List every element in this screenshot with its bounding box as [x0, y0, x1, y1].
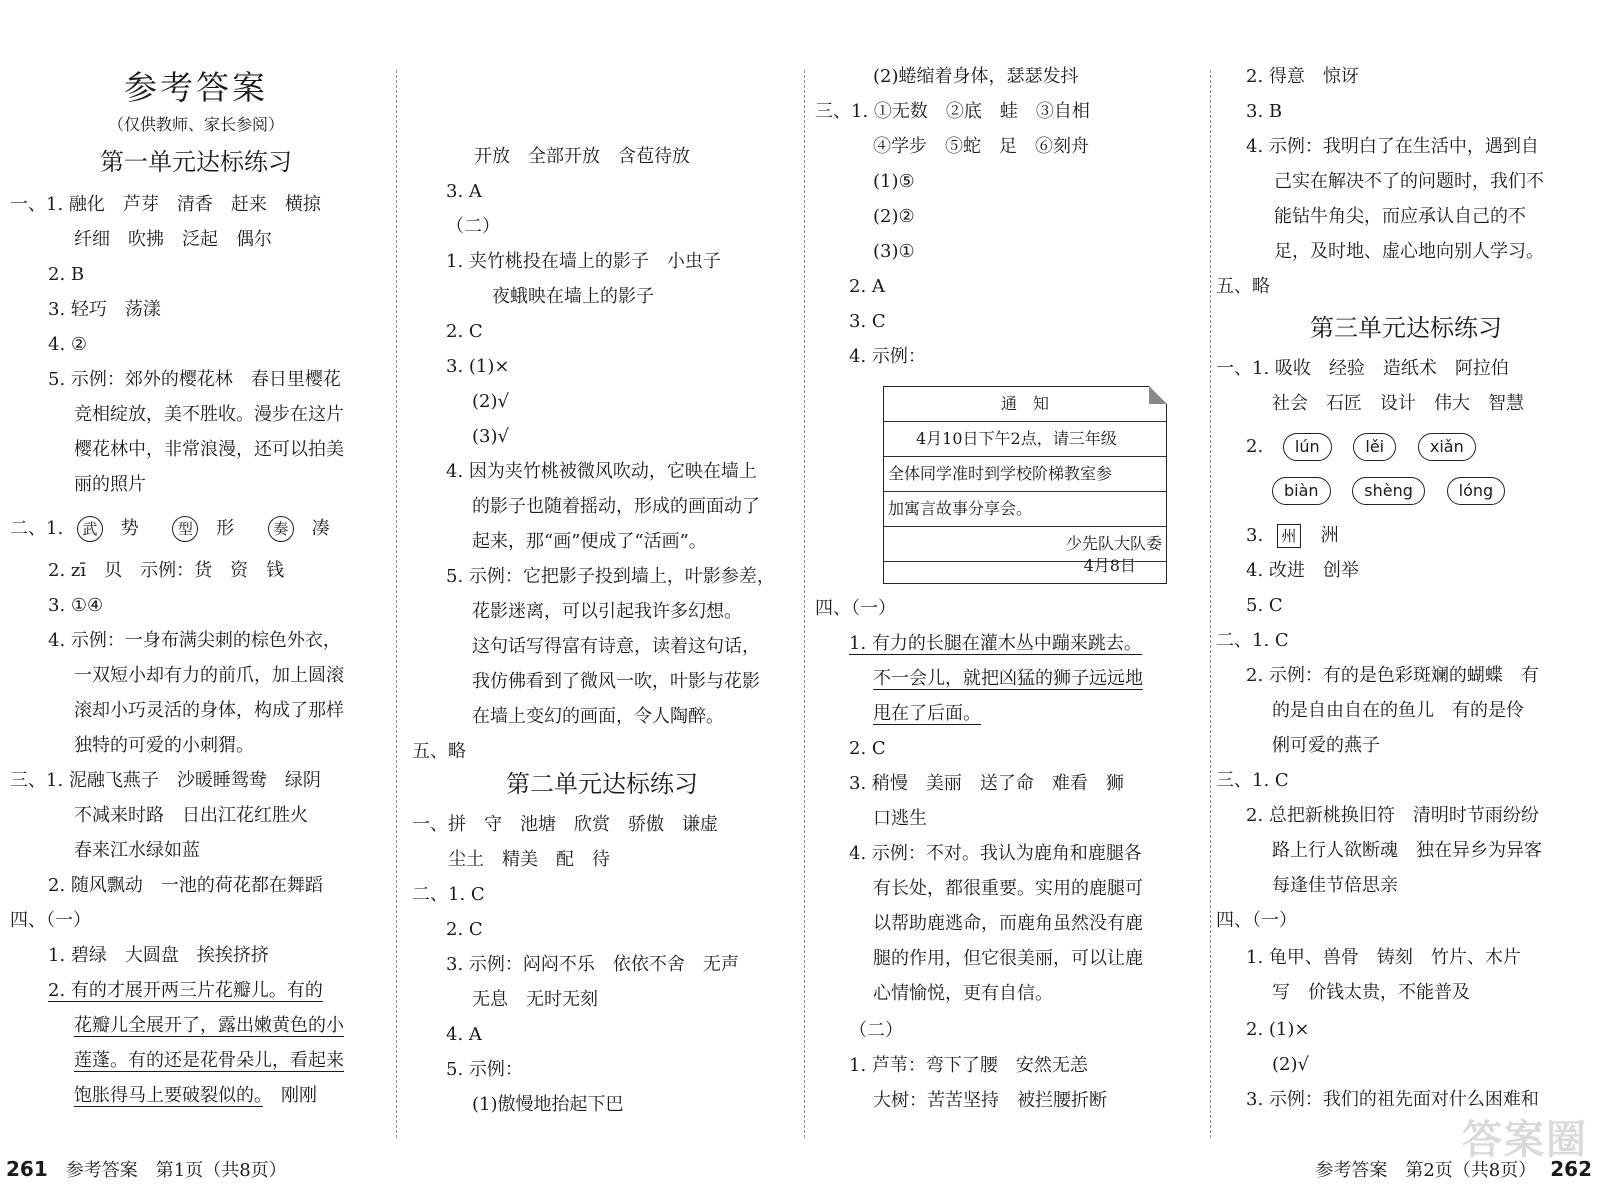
answer-line-underlined	[815, 664, 1200, 694]
answer-line: 俐可爱的燕子	[1272, 735, 1380, 756]
underlined-text: 花瓣儿全展开了，露出嫩黄色的小	[74, 1015, 344, 1036]
circled-char: 型	[172, 516, 198, 542]
answer-line: 3. B	[1246, 101, 1283, 122]
answer-line: 春来江水绿如蓝	[74, 840, 200, 861]
answer-line: 社会 石匠 设计 伟大 智慧	[1272, 393, 1524, 414]
answer-line: 滚却小巧灵活的身体，构成了那样	[74, 700, 344, 721]
column-3	[815, 66, 1200, 1139]
pinyin-bubble: biàn	[1272, 477, 1331, 505]
column-divider	[804, 70, 805, 1138]
answer-line-underlined	[10, 976, 382, 1006]
answer-line: 我仿佛看到了微风一吹，叶影与花影	[472, 671, 760, 692]
answer-line: (1)⑤	[873, 171, 915, 192]
answer-line: 一、1. 吸收 经验 造纸术 阿拉伯	[1216, 358, 1509, 379]
answer-line: 5. 示例：它把影子投到墙上，叶影参差，	[446, 566, 775, 587]
answer-line: 二、1. C	[412, 884, 485, 905]
answer-word: 凑	[311, 518, 330, 539]
answer-line-underlined	[10, 1046, 382, 1076]
column-2	[412, 66, 792, 1139]
answer-line-boxed	[1216, 521, 1596, 551]
answer-line: 的影子也随着摇动，形成的画面动了	[472, 496, 760, 517]
answer-line: 4. 因为夹竹桃被微风吹动，它映在墙上	[446, 461, 757, 482]
answer-line: 4. 示例：	[849, 346, 926, 367]
section-title-unit-2: 第二单元达标练习	[506, 770, 698, 798]
answer-word: 洲	[1320, 525, 1339, 546]
answer-word: 刚刚	[263, 1085, 317, 1106]
answer-line: 2. 得意 惊讶	[1246, 66, 1359, 87]
answer-line: 丽的照片	[74, 474, 146, 495]
column-divider	[1210, 70, 1211, 1138]
answer-line: 尘土 精美 配 待	[448, 849, 610, 870]
circled-char: 奏	[268, 516, 294, 542]
answer-line: 路上行人欲断魂 独在异乡为异客	[1272, 840, 1542, 861]
answer-line: 足，及时地、虚心地向别人学习。	[1274, 241, 1544, 262]
answer-line: 1. 芦苇：弯下了腰 安然无恙	[849, 1055, 1088, 1076]
page-title: 参考答案	[124, 68, 268, 107]
page-number: 261	[6, 1157, 48, 1181]
footer-text: 参考答案 第1页（共8页）	[65, 1160, 287, 1181]
answer-line: 三、1. C	[1216, 770, 1289, 791]
answer-line: 腿的作用，但它很美丽，可以让鹿	[873, 948, 1143, 969]
answer-line: 竞相绽放，美不胜收。漫步在这片	[74, 404, 344, 425]
notice-line: 加寓言故事分享会。	[884, 492, 1166, 527]
pinyin-row	[1216, 430, 1596, 464]
answer-line: 3. A	[446, 181, 482, 202]
answer-line-underlined	[10, 1011, 382, 1041]
answer-line: (2)蜷缩着身体，瑟瑟发抖	[873, 66, 1079, 87]
footer-left	[6, 1151, 287, 1187]
answer-line: 花影迷离，可以引起我许多幻想。	[472, 601, 742, 622]
answer-line: 2. 示例：有的是色彩斑斓的蝴蝶 有	[1246, 665, 1539, 686]
answer-line: 1. 碧绿 大圆盘 挨挨挤挤	[48, 945, 269, 966]
answer-line: 四、（一）	[1216, 910, 1297, 931]
answer-line: 开放 全部开放 含苞待放	[474, 146, 690, 167]
answer-line: 4. 示例：我明白了在生活中，遇到自	[1246, 136, 1539, 157]
notice-card	[883, 386, 1167, 584]
column-divider	[396, 70, 397, 1138]
underlined-text: 莲蓬。有的还是花骨朵儿，看起来	[74, 1050, 344, 1071]
underlined-text: 饱胀得马上要破裂似的。	[74, 1085, 263, 1106]
page-number: 262	[1550, 1157, 1592, 1181]
circled-char: 武	[77, 516, 103, 542]
answer-line: 四、（一）	[815, 598, 896, 619]
answer-line: 3. 轻巧 荡漾	[48, 299, 161, 320]
answer-line: 2. C	[446, 321, 483, 342]
column-1	[10, 66, 382, 1139]
answer-line: 樱花林中，非常浪漫，还可以拍美	[74, 439, 344, 460]
pinyin-bubble: lún	[1283, 433, 1332, 461]
answer-line: 在墙上变幻的画面，令人陶醉。	[472, 706, 724, 727]
answer-line: 一双短小却有力的前爪，加上圆滚	[74, 665, 344, 686]
section-title-unit-3: 第三单元达标练习	[1310, 314, 1502, 342]
answer-line: 五、略	[1216, 276, 1270, 297]
answer-line: 4. 示例：一身布满尖刺的棕色外衣，	[48, 630, 341, 651]
answer-line: 3. 示例：闷闷不乐 依依不舍 无声	[446, 954, 739, 975]
footer-text: 参考答案 第2页（共8页）	[1315, 1160, 1537, 1181]
answer-line: 2. C	[849, 738, 886, 759]
answer-line: 5. C	[1246, 595, 1283, 616]
answer-line: 4. 改进 创举	[1246, 560, 1359, 581]
answer-line: 大树：苦苦坚持 被拦腰折断	[873, 1090, 1107, 1111]
notice-heading: 通 知	[884, 387, 1166, 422]
answer-line: 1. 夹竹桃投在墙上的影子 小虫子	[446, 251, 721, 272]
underlined-text: 2. 有的才展开两三片花瓣儿。有的	[48, 980, 323, 1001]
answer-line: (2)②	[873, 206, 915, 227]
answer-line-circled	[10, 514, 382, 544]
answer-line: 四、（一）	[10, 910, 91, 931]
underlined-text: 甩在了后面。	[873, 703, 981, 724]
notice-line: 4月10日下午2点，请三年级	[884, 422, 1166, 457]
answer-line: (1)傲慢地抬起下巴	[472, 1094, 624, 1115]
answer-line-underlined	[815, 629, 1200, 659]
answer-word: 形	[216, 518, 235, 539]
answer-word: 势	[120, 518, 139, 539]
answer-line: 有长处，都很重要。实用的鹿腿可	[873, 878, 1143, 899]
answer-line-underlined	[815, 699, 1200, 729]
answer-line: 夜蛾映在墙上的影子	[492, 286, 654, 307]
answer-line: (3)√	[472, 426, 509, 447]
answer-line: 3. 稍慢 美丽 送了命 难看 狮	[849, 773, 1124, 794]
answer-line: 一、1. 融化 芦芽 清香 赶来 横掠	[10, 194, 321, 215]
answer-line: 3. ①④	[48, 595, 104, 616]
answer-line: 三、1. ①无数 ②底 蛙 ③自相	[815, 101, 1090, 122]
answer-line: （二）	[849, 1020, 903, 1041]
answer-line: 心情愉悦，更有自信。	[873, 983, 1053, 1004]
answer-line: (3)①	[873, 241, 915, 262]
answer-line: 1. 龟甲、兽骨 铸刻 竹片、木片	[1246, 947, 1521, 968]
pinyin-row	[1216, 474, 1596, 508]
answer-line-underlined	[10, 1081, 382, 1111]
answer-line: 2. 总把新桃换旧符 清明时节雨纷纷	[1246, 805, 1539, 826]
answer-line: 一、拼 守 池塘 欣赏 骄傲 谦虚	[412, 814, 718, 835]
pinyin-bubble: lěi	[1353, 433, 1396, 461]
answer-line: 5. 示例：郊外的樱花林 春日里樱花	[48, 369, 341, 390]
answer-line: 2. 随风飘动 一池的荷花都在舞蹈	[48, 875, 323, 896]
answer-line: 二、1. C	[1216, 630, 1289, 651]
answer-line: 2. A	[849, 276, 885, 297]
answer-line: 4. 示例：不对。我认为鹿角和鹿腿各	[849, 843, 1142, 864]
answer-line: 以帮助鹿逃命，而鹿角虽然没有鹿	[873, 913, 1143, 934]
watermark: 答案圈	[1462, 1117, 1588, 1163]
answer-line: 2. C	[446, 919, 483, 940]
answer-line: 无息 无时无刻	[472, 989, 598, 1010]
answer-line: 2. zī 贝 示例：货 资 钱	[48, 560, 285, 581]
answer-line: 五、略	[412, 741, 466, 762]
answer-line: 3. C	[849, 311, 886, 332]
answer-line: 3. (1)×	[446, 356, 510, 377]
page-subtitle: （仅供教师、家长参阅）	[107, 115, 284, 134]
answer-line: (2)√	[1272, 1054, 1309, 1075]
pinyin-bubble: lóng	[1447, 477, 1506, 505]
question-number: 2.	[1246, 436, 1264, 457]
answer-line: 2. B	[48, 264, 85, 285]
boxed-char: 州	[1277, 524, 1301, 548]
question-number: 3.	[1246, 525, 1264, 546]
pinyin-bubble: shèng	[1352, 477, 1425, 505]
pinyin-bubble: xiǎn	[1418, 433, 1476, 461]
notice-line: 全体同学准时到学校阶梯教室参	[884, 457, 1166, 492]
underlined-text: 不一会儿，就把凶猛的狮子远远地	[873, 668, 1143, 689]
answer-line: ④学步 ⑤蛇 足 ⑥刻舟	[873, 136, 1089, 157]
answer-line: 的是自由自在的鱼儿 有的是伶	[1272, 700, 1524, 721]
answer-line: 写 价钱太贵，不能普及	[1272, 982, 1470, 1003]
answer-line: (2)√	[472, 391, 509, 412]
notice-date: 4月8日	[1083, 556, 1136, 575]
notice-signature: 少先队大队委	[884, 527, 1166, 562]
answer-line: 能钻牛角尖，而应承认自己的不	[1274, 206, 1526, 227]
answer-line: 4. A	[446, 1024, 482, 1045]
answer-line: 己实在解决不了的问题时，我们不	[1274, 171, 1544, 192]
answer-line: 三、1. 泥融飞燕子 沙暖睡鸳鸯 绿阴	[10, 770, 321, 791]
answer-line: 独特的可爱的小刺猬。	[74, 735, 254, 756]
answer-line: 5. 示例：	[446, 1059, 523, 1080]
answer-line: 这句话写得富有诗意，读着这句话，	[472, 636, 760, 657]
answer-line: 不减来时路 日出江花红胜火	[74, 805, 308, 826]
column-4	[1216, 66, 1596, 1139]
question-number: 二、1.	[10, 518, 64, 539]
answer-line: 纤细 吹拂 泛起 偶尔	[74, 229, 272, 250]
answer-line: 3. 示例：我们的祖先面对什么困难和	[1246, 1089, 1539, 1110]
answer-line: （二）	[446, 216, 500, 237]
section-title-unit-1: 第一单元达标练习	[100, 148, 292, 176]
answer-line: 每逢佳节倍思亲	[1272, 875, 1398, 896]
underlined-text: 1. 有力的长腿在灌木丛中蹦来跳去。	[849, 633, 1142, 654]
answer-line: 4. ②	[48, 334, 88, 355]
answer-line: 2. (1)×	[1246, 1019, 1310, 1040]
answer-line: 口逃生	[873, 808, 927, 829]
answer-line: 起来，那“画”便成了“活画”。	[472, 531, 707, 552]
